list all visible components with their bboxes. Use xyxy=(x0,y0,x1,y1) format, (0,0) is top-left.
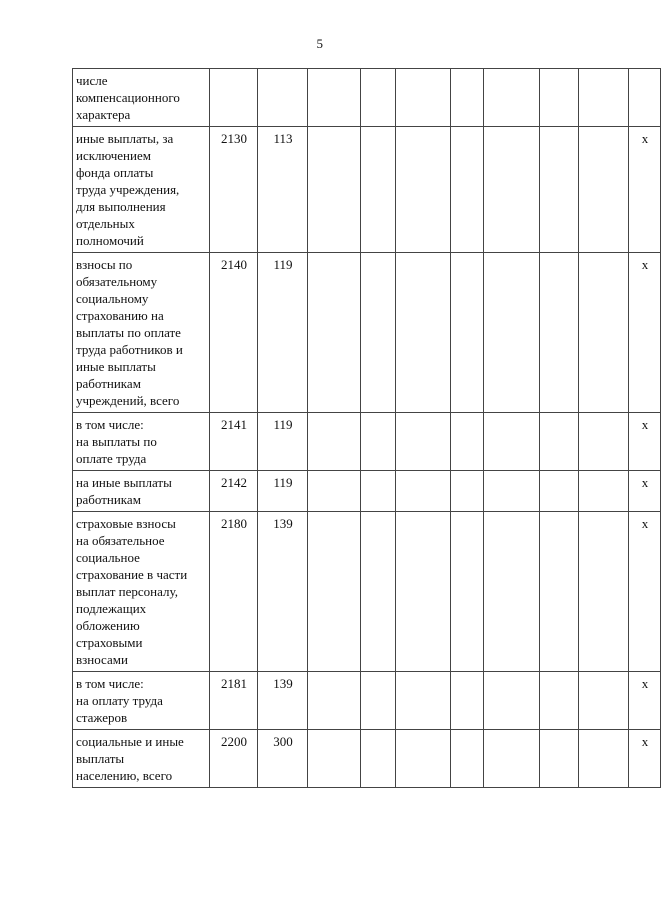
row-kbk-cell: 139 xyxy=(258,672,308,730)
row-name-line: выплаты xyxy=(76,751,125,766)
empty-value-cell xyxy=(451,127,484,253)
row-name-line: для выполнения xyxy=(76,199,166,214)
row-name-line: обложению xyxy=(76,618,140,633)
empty-value-cell xyxy=(451,471,484,512)
empty-value-cell xyxy=(361,253,396,413)
row-code-cell: 2180 xyxy=(210,512,258,672)
row-code-cell: 2200 xyxy=(210,730,258,788)
row-kbk-cell: 119 xyxy=(258,253,308,413)
row-name-line: на обязательное xyxy=(76,533,165,548)
row-name-line: обязательному xyxy=(76,274,158,289)
empty-value-cell xyxy=(484,127,540,253)
row-name-line: выплаты по оплате xyxy=(76,325,181,340)
row-name-line: страхование в части xyxy=(76,567,188,582)
table-row xyxy=(73,512,661,672)
empty-value-cell xyxy=(579,730,629,788)
budget-table xyxy=(72,68,661,788)
empty-value-cell xyxy=(451,730,484,788)
row-name-line: страховые взносы xyxy=(76,516,176,531)
empty-value-cell xyxy=(396,253,451,413)
empty-value-cell xyxy=(484,512,540,672)
empty-value-cell xyxy=(484,413,540,471)
row-name-line: страхованию на xyxy=(76,308,164,323)
row-name-line: населению, всего xyxy=(76,768,173,783)
empty-value-cell xyxy=(579,69,629,127)
row-name-line: работникам xyxy=(76,492,141,507)
row-name-cell xyxy=(73,672,210,730)
empty-value-cell xyxy=(308,730,361,788)
empty-value-cell xyxy=(484,471,540,512)
row-mark-cell: x xyxy=(629,413,661,471)
row-name-line: страховыми xyxy=(76,635,143,650)
row-mark-cell: x xyxy=(629,471,661,512)
row-name-cell xyxy=(73,413,210,471)
row-name-line: оплате труда xyxy=(76,451,147,466)
row-name-line: характера xyxy=(76,107,131,122)
row-name-line: работникам xyxy=(76,376,141,391)
table-body xyxy=(73,69,661,788)
empty-value-cell xyxy=(361,69,396,127)
empty-value-cell xyxy=(361,512,396,672)
row-code-cell: 2140 xyxy=(210,253,258,413)
empty-value-cell xyxy=(579,413,629,471)
table-row xyxy=(73,413,661,471)
empty-value-cell xyxy=(308,471,361,512)
row-name-line: труда работников и xyxy=(76,342,183,357)
row-name-cell xyxy=(73,471,210,512)
empty-value-cell xyxy=(361,471,396,512)
row-name-line: полномочий xyxy=(76,233,144,248)
empty-value-cell xyxy=(308,512,361,672)
row-name-line: на оплату труда xyxy=(76,693,163,708)
empty-value-cell xyxy=(484,69,540,127)
row-name-line: в том числе: xyxy=(76,417,144,432)
empty-value-cell xyxy=(484,253,540,413)
row-name-line: социальному xyxy=(76,291,149,306)
row-code-cell: 2130 xyxy=(210,127,258,253)
row-name-cell xyxy=(73,127,210,253)
row-name-line: в том числе: xyxy=(76,676,144,691)
table-row xyxy=(73,253,661,413)
empty-value-cell xyxy=(540,253,579,413)
empty-value-cell xyxy=(540,69,579,127)
empty-value-cell xyxy=(451,512,484,672)
empty-value-cell xyxy=(579,512,629,672)
empty-value-cell xyxy=(484,730,540,788)
empty-value-cell xyxy=(396,672,451,730)
table-row xyxy=(73,127,661,253)
row-kbk-cell: 139 xyxy=(258,512,308,672)
row-name-line: на иные выплаты xyxy=(76,475,172,490)
empty-value-cell xyxy=(308,672,361,730)
row-name-line: учреждений, всего xyxy=(76,393,180,408)
row-code-cell: 2141 xyxy=(210,413,258,471)
row-code-cell: 2142 xyxy=(210,471,258,512)
empty-value-cell xyxy=(308,69,361,127)
empty-value-cell xyxy=(396,69,451,127)
empty-value-cell xyxy=(579,253,629,413)
empty-value-cell xyxy=(361,730,396,788)
empty-value-cell xyxy=(579,127,629,253)
row-mark-cell: x xyxy=(629,253,661,413)
row-kbk-cell: 300 xyxy=(258,730,308,788)
table-row xyxy=(73,730,661,788)
row-name-line: взносами xyxy=(76,652,128,667)
empty-value-cell xyxy=(579,471,629,512)
row-mark-cell: x xyxy=(629,730,661,788)
row-name-cell xyxy=(73,512,210,672)
row-name-line: исключением xyxy=(76,148,151,163)
row-name-line: стажеров xyxy=(76,710,128,725)
empty-value-cell xyxy=(540,730,579,788)
empty-value-cell xyxy=(540,471,579,512)
table-row xyxy=(73,69,661,127)
empty-value-cell xyxy=(396,471,451,512)
page-number: 5 xyxy=(316,36,324,51)
table-row xyxy=(73,471,661,512)
empty-value-cell xyxy=(361,127,396,253)
row-code-cell xyxy=(210,69,258,127)
row-mark-cell: x xyxy=(629,512,661,672)
empty-value-cell xyxy=(451,672,484,730)
row-name-line: иные выплаты, за xyxy=(76,131,174,146)
empty-value-cell xyxy=(361,413,396,471)
empty-value-cell xyxy=(540,127,579,253)
row-name-cell xyxy=(73,69,210,127)
row-name-line: отдельных xyxy=(76,216,135,231)
empty-value-cell xyxy=(308,413,361,471)
empty-value-cell xyxy=(361,672,396,730)
empty-value-cell xyxy=(540,672,579,730)
empty-value-cell xyxy=(540,512,579,672)
row-kbk-cell: 119 xyxy=(258,413,308,471)
row-kbk-cell: 113 xyxy=(258,127,308,253)
empty-value-cell xyxy=(451,69,484,127)
row-name-line: фонда оплаты xyxy=(76,165,154,180)
row-name-line: труда учреждения, xyxy=(76,182,180,197)
empty-value-cell xyxy=(579,672,629,730)
row-kbk-cell: 119 xyxy=(258,471,308,512)
empty-value-cell xyxy=(396,730,451,788)
row-code-cell: 2181 xyxy=(210,672,258,730)
row-mark-cell: x xyxy=(629,672,661,730)
row-name-line: компенсационного xyxy=(76,90,180,105)
row-mark-cell xyxy=(629,69,661,127)
row-name-cell xyxy=(73,253,210,413)
row-name-line: на выплаты по xyxy=(76,434,157,449)
empty-value-cell xyxy=(308,253,361,413)
row-name-line: подлежащих xyxy=(76,601,147,616)
row-name-line: взносы по xyxy=(76,257,133,272)
empty-value-cell xyxy=(396,512,451,672)
row-name-line: социальное xyxy=(76,550,140,565)
table-row xyxy=(73,672,661,730)
empty-value-cell xyxy=(451,253,484,413)
row-name-line: социальные и иные xyxy=(76,734,184,749)
empty-value-cell xyxy=(451,413,484,471)
row-name-line: иные выплаты xyxy=(76,359,156,374)
empty-value-cell xyxy=(540,413,579,471)
row-mark-cell: x xyxy=(629,127,661,253)
empty-value-cell xyxy=(308,127,361,253)
row-name-line: выплат персоналу, xyxy=(76,584,178,599)
row-kbk-cell xyxy=(258,69,308,127)
row-name-line: числе xyxy=(76,73,108,88)
row-name-cell xyxy=(73,730,210,788)
empty-value-cell xyxy=(484,672,540,730)
empty-value-cell xyxy=(396,127,451,253)
empty-value-cell xyxy=(396,413,451,471)
